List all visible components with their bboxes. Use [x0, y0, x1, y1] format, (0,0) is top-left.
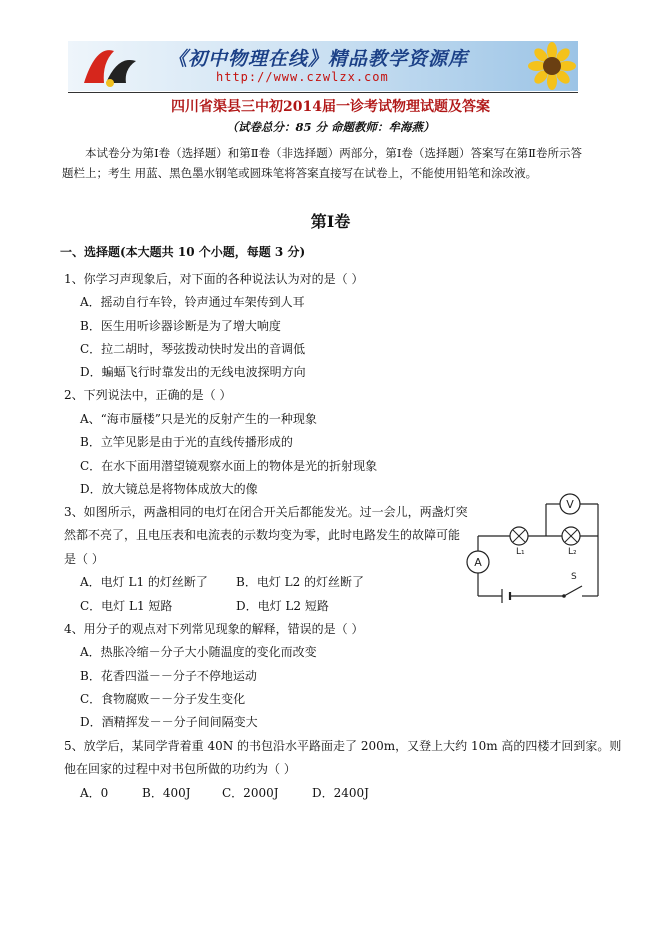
question-5-stem-line-2: 他在回家的过程中对书包所做的功约为（ ）: [64, 762, 296, 776]
question-1-option-c[interactable]: C．拉二胡时，琴弦拨动快时发出的音调低: [80, 342, 306, 356]
ammeter-icon: [467, 551, 489, 573]
site-logo-icon: [74, 43, 144, 89]
lamp-l2-label: L₂: [568, 547, 577, 557]
page-title: 四川省渠县三中初2014届一诊考试物理试题及答案: [171, 99, 490, 115]
exam-instructions: 本试卷分为第Ⅰ卷（选择题）和第Ⅱ卷（非选择题）两部分，第Ⅰ卷（选择题）答案写在第Ⅱ卷所示答题栏上；考生 用蓝、黑色墨水钢笔或圆珠笔将答案直接写在试卷上，不能使用铅笔和涂改液。: [62, 146, 582, 180]
lamp-l1-icon: [510, 527, 528, 545]
question-2-option-a[interactable]: A、“海市蜃楼”只是光的反射产生的一种现象: [80, 412, 317, 426]
header-banner: [68, 41, 578, 91]
question-5-option-c[interactable]: C．2000J: [222, 786, 279, 800]
question-2-option-b[interactable]: B．立竿见影是由于光的直线传播形成的: [80, 435, 293, 449]
question-5-option-d[interactable]: D．2400J: [312, 786, 369, 800]
question-1-option-b[interactable]: B．医生用听诊器诊断是为了增大响度: [80, 319, 281, 333]
question-4-stem: 4、用分子的观点对下列常见现象的解释，错误的是（ ）: [64, 622, 364, 636]
question-1-option-d[interactable]: D．蝙蝠飞行时靠发出的无线电波探明方向: [80, 365, 306, 379]
page-subtitle: （试卷总分：85 分 命题教师：牟海燕）: [226, 120, 435, 134]
part-heading: 一、选择题(本大题共 10 个小题，每题 3 分): [60, 245, 306, 259]
ammeter-label: A: [474, 556, 482, 569]
question-3-option-c[interactable]: C．电灯 L1 短路: [80, 599, 173, 613]
lamp-l2-icon: [562, 527, 580, 545]
question-4-option-b[interactable]: B．花香四溢－－分子不停地运动: [80, 669, 257, 683]
question-2-option-c[interactable]: C．在水下面用潜望镜观察水面上的物体是光的折射现象: [80, 459, 378, 473]
circuit-diagram: [458, 486, 610, 612]
question-3-stem-line-2: 然都不亮了，且电压表和电流表的示数均变为零，此时电路发生的故障可能: [64, 528, 461, 542]
question-3-stem-line-3: 是（ ）: [64, 552, 104, 566]
voltmeter-icon: [560, 494, 580, 514]
header-rule: [68, 92, 578, 93]
sunflower-icon: [526, 41, 578, 91]
question-4-option-c[interactable]: C．食物腐败－－分子发生变化: [80, 692, 246, 706]
section-title: 第Ⅰ卷: [310, 212, 351, 231]
question-1-option-a[interactable]: A．摇动自行车铃，铃声通过车架传到人耳: [80, 295, 305, 309]
question-5-option-b[interactable]: B．400J: [142, 786, 191, 800]
banner-title: 《初中物理在线》精品教学资源库: [168, 48, 469, 70]
question-4-option-d[interactable]: D．酒精挥发－－分子间间隔变大: [80, 715, 258, 729]
banner-url[interactable]: http://www.czwlzx.com: [216, 70, 389, 84]
question-3-option-d[interactable]: D．电灯 L2 短路: [236, 599, 329, 613]
switch-label: S: [571, 572, 577, 582]
question-3-stem-line-1: 3、如图所示，两盏相同的电灯在闭合开关后都能发光。过一会儿，两盏灯突: [64, 505, 468, 519]
voltmeter-label: V: [566, 498, 574, 511]
question-1-stem: 1、你学习声现象后，对下面的各种说法认为对的是（ ）: [64, 272, 364, 286]
question-5-option-a[interactable]: A．0: [80, 786, 109, 800]
question-2-option-d[interactable]: D．放大镜总是将物体成放大的像: [80, 482, 258, 496]
question-2-stem: 2、下列说法中，正确的是（ ）: [64, 388, 232, 402]
question-3-option-a[interactable]: A．电灯 L1 的灯丝断了: [80, 575, 208, 589]
switch-contact: [562, 594, 566, 598]
lamp-l1-label: L₁: [516, 547, 525, 557]
question-3-option-b[interactable]: B．电灯 L2 的灯丝断了: [236, 575, 365, 589]
question-5-stem-line-1: 5、放学后，某同学背着重 40N 的书包沿水平路面走了 200m，又登上大约 10m 高的四楼才回到家。则: [64, 739, 622, 753]
question-4-option-a[interactable]: A．热胀冷缩－分子大小随温度的变化而改变: [80, 645, 317, 659]
